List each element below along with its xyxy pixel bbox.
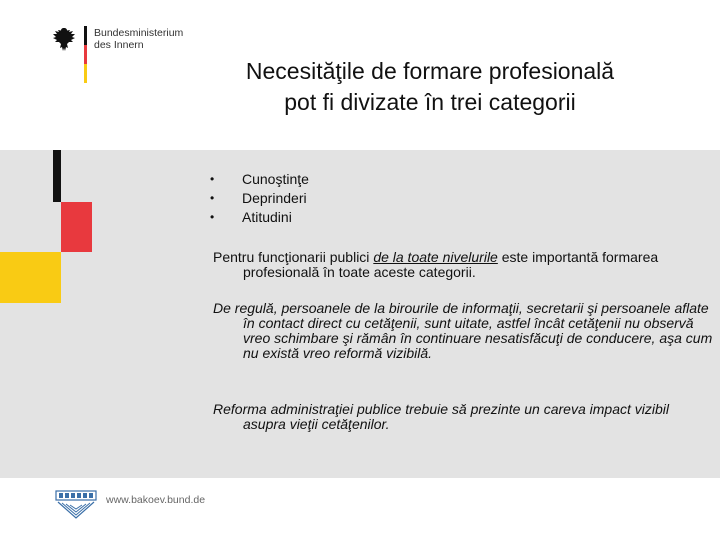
category-list xyxy=(210,170,309,227)
paragraph-reform-impact: Reforma administraţiei publice trebuie să prezinte un careva impact vizibil asupra vieţii cetăţenilor. xyxy=(213,401,669,432)
title-line-2: pot fi divizate în trei categorii xyxy=(284,89,576,115)
ministry-name xyxy=(94,27,183,51)
p1-emphasis: de la toate nivelurile xyxy=(373,249,498,265)
accent-bar-black xyxy=(53,150,61,202)
federal-eagle-icon xyxy=(52,26,76,54)
list-item: • Deprinderi xyxy=(210,189,309,208)
german-flag-bar xyxy=(84,26,87,83)
accent-bar-red xyxy=(61,202,92,252)
slide-title xyxy=(160,56,700,118)
title-line-1: Necesităţile de formare profesională xyxy=(245,58,615,84)
footer-url: www.bakoev.bund.de xyxy=(106,494,206,506)
p1-text-end: este importantă formarea profesională în toate aceste categorii. xyxy=(243,249,659,280)
list-item: • Atitudini xyxy=(210,208,309,227)
list-item: • Cunoştinţe xyxy=(210,170,309,189)
bakoev-logo-icon xyxy=(55,490,97,520)
paragraph-frontline-staff: De regulă, persoanele de la birourile de informaţii, secretarii şi persoanele aflate în contact direct cu cetăţenii, sunt uitate, astfel încât cetăţenii nu observă vreo schimbare şi rămân în continuare nesatisfăcuţi de conducere, aşa cum nu există vreo reformă vizibilă. xyxy=(213,300,713,361)
paragraph-all-levels xyxy=(213,250,713,280)
accent-bar-gold xyxy=(0,252,61,303)
ministry-line-1: Bundesministerium xyxy=(94,27,184,39)
ministry-line-2: des Innern xyxy=(94,39,144,51)
p1-text-start: Pentru funcţionarii publici xyxy=(213,249,374,265)
